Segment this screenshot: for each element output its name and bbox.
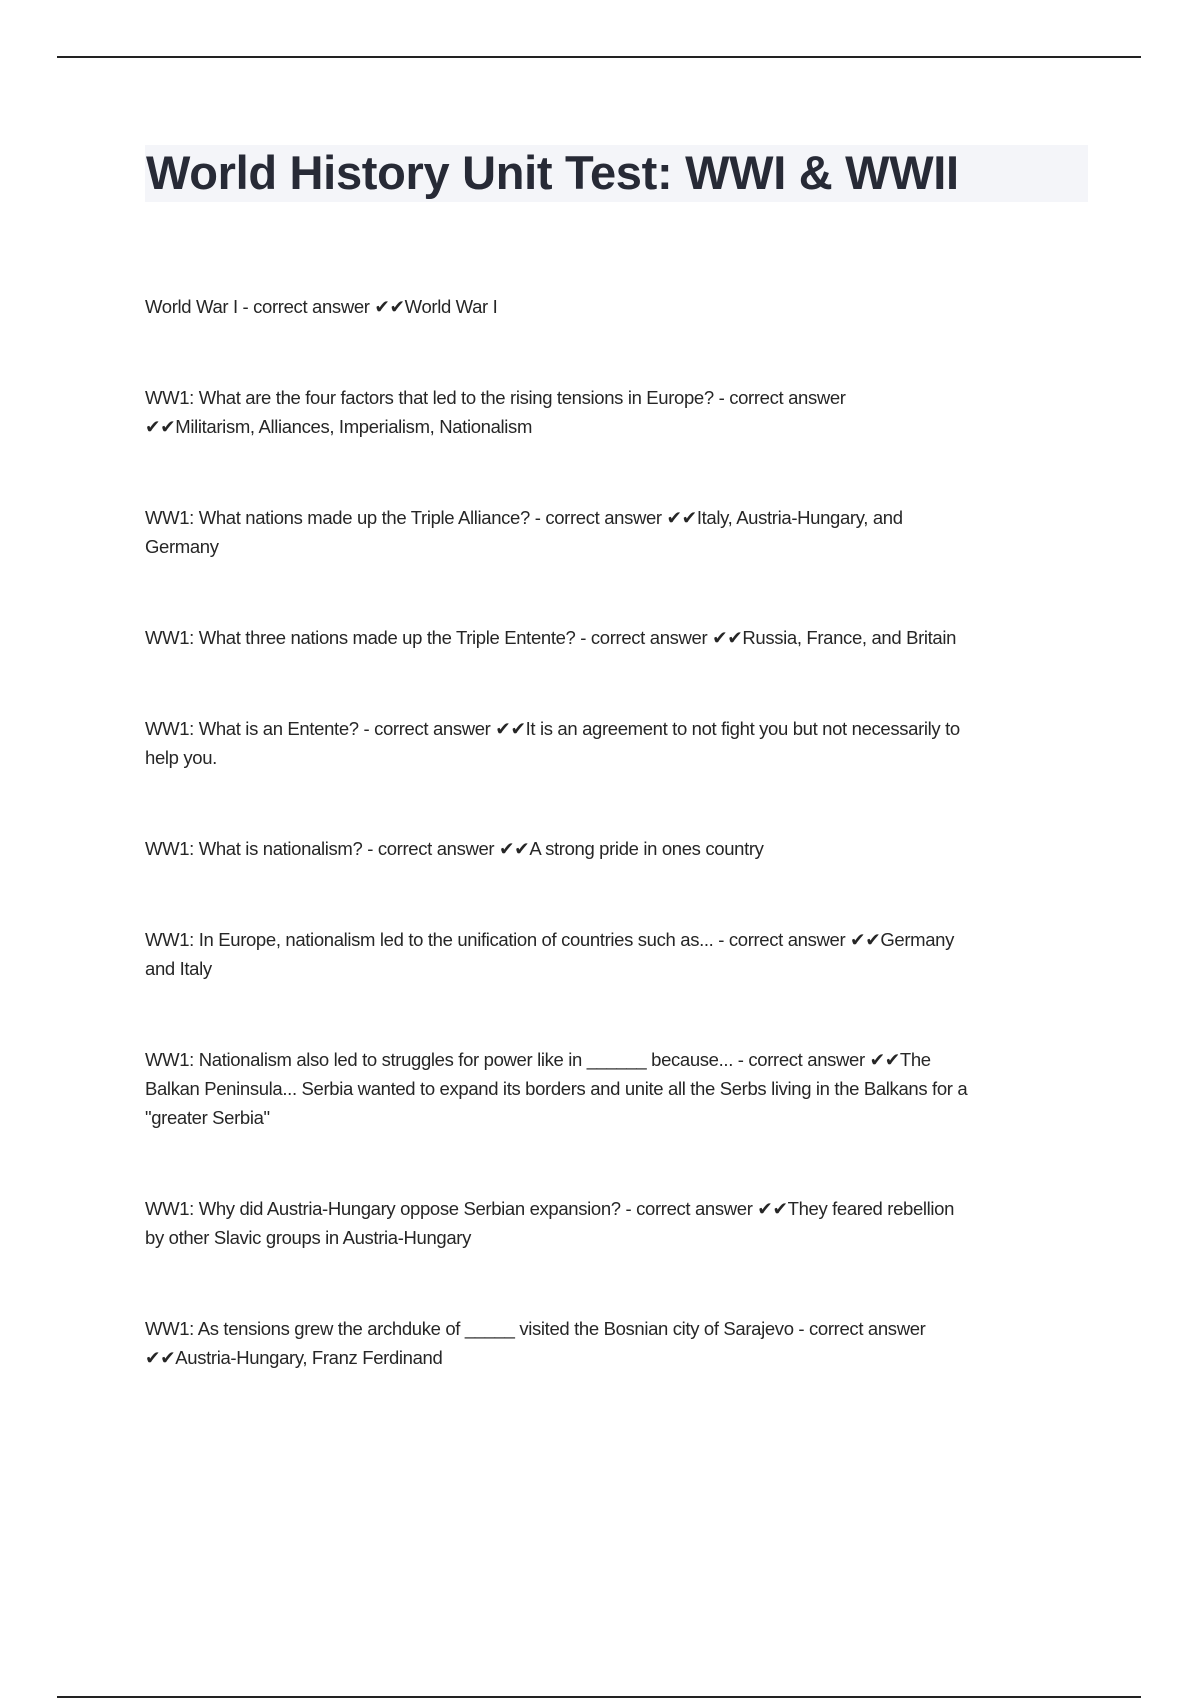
qa-entry bbox=[145, 925, 1105, 983]
qa-line: WW1: Why did Austria-Hungary oppose Serbian expansion? - correct answer ✔✔They feared rebellion bbox=[145, 1198, 955, 1219]
qa-line: WW1: In Europe, nationalism led to the unification of countries such as... - correct answer ✔✔Germany bbox=[145, 929, 954, 950]
qa-line: and Italy bbox=[145, 958, 212, 979]
qa-list bbox=[145, 292, 1105, 1434]
qa-line: "greater Serbia" bbox=[145, 1107, 270, 1128]
qa-line: by other Slavic groups in Austria-Hungary bbox=[145, 1227, 472, 1248]
qa-entry bbox=[145, 834, 1105, 863]
header-rule bbox=[57, 56, 1141, 58]
qa-line: help you. bbox=[145, 747, 217, 768]
qa-entry bbox=[145, 1045, 1105, 1132]
qa-entry bbox=[145, 503, 1105, 561]
qa-entry bbox=[145, 714, 1105, 772]
qa-line: WW1: What nations made up the Triple Alliance? - correct answer ✔✔Italy, Austria-Hungary, and bbox=[145, 507, 903, 528]
qa-entry bbox=[145, 623, 1105, 652]
qa-line: ✔✔Austria-Hungary, Franz Ferdinand bbox=[145, 1347, 443, 1368]
qa-entry bbox=[145, 292, 1105, 321]
qa-entry bbox=[145, 383, 1105, 441]
qa-entry bbox=[145, 1194, 1105, 1252]
qa-entry bbox=[145, 1314, 1105, 1372]
qa-line: ✔✔Militarism, Alliances, Imperialism, Nationalism bbox=[145, 416, 533, 437]
qa-line: WW1: What is nationalism? - correct answer ✔✔A strong pride in ones country bbox=[145, 838, 764, 859]
qa-line: WW1: What is an Entente? - correct answer ✔✔It is an agreement to not fight you but not necessarily to bbox=[145, 718, 960, 739]
qa-line: Germany bbox=[145, 536, 219, 557]
qa-line: WW1: What are the four factors that led to the rising tensions in Europe? - correct answer bbox=[145, 387, 846, 408]
qa-line: WW1: What three nations made up the Triple Entente? - correct answer ✔✔Russia, France, and Britain bbox=[145, 627, 957, 648]
qa-line: WW1: As tensions grew the archduke of _____ visited the Bosnian city of Sarajevo - correct answer bbox=[145, 1318, 926, 1339]
qa-line: World War I - correct answer ✔✔World War I bbox=[145, 296, 498, 317]
qa-line: Balkan Peninsula... Serbia wanted to expand its borders and unite all the Serbs living in the Balkans for a bbox=[145, 1078, 968, 1099]
document-title: World History Unit Test: WWI & WWII bbox=[146, 146, 959, 199]
footer-rule bbox=[57, 1696, 1141, 1698]
qa-line: WW1: Nationalism also led to struggles for power like in ______ because... - correct answer ✔✔The bbox=[145, 1049, 931, 1070]
